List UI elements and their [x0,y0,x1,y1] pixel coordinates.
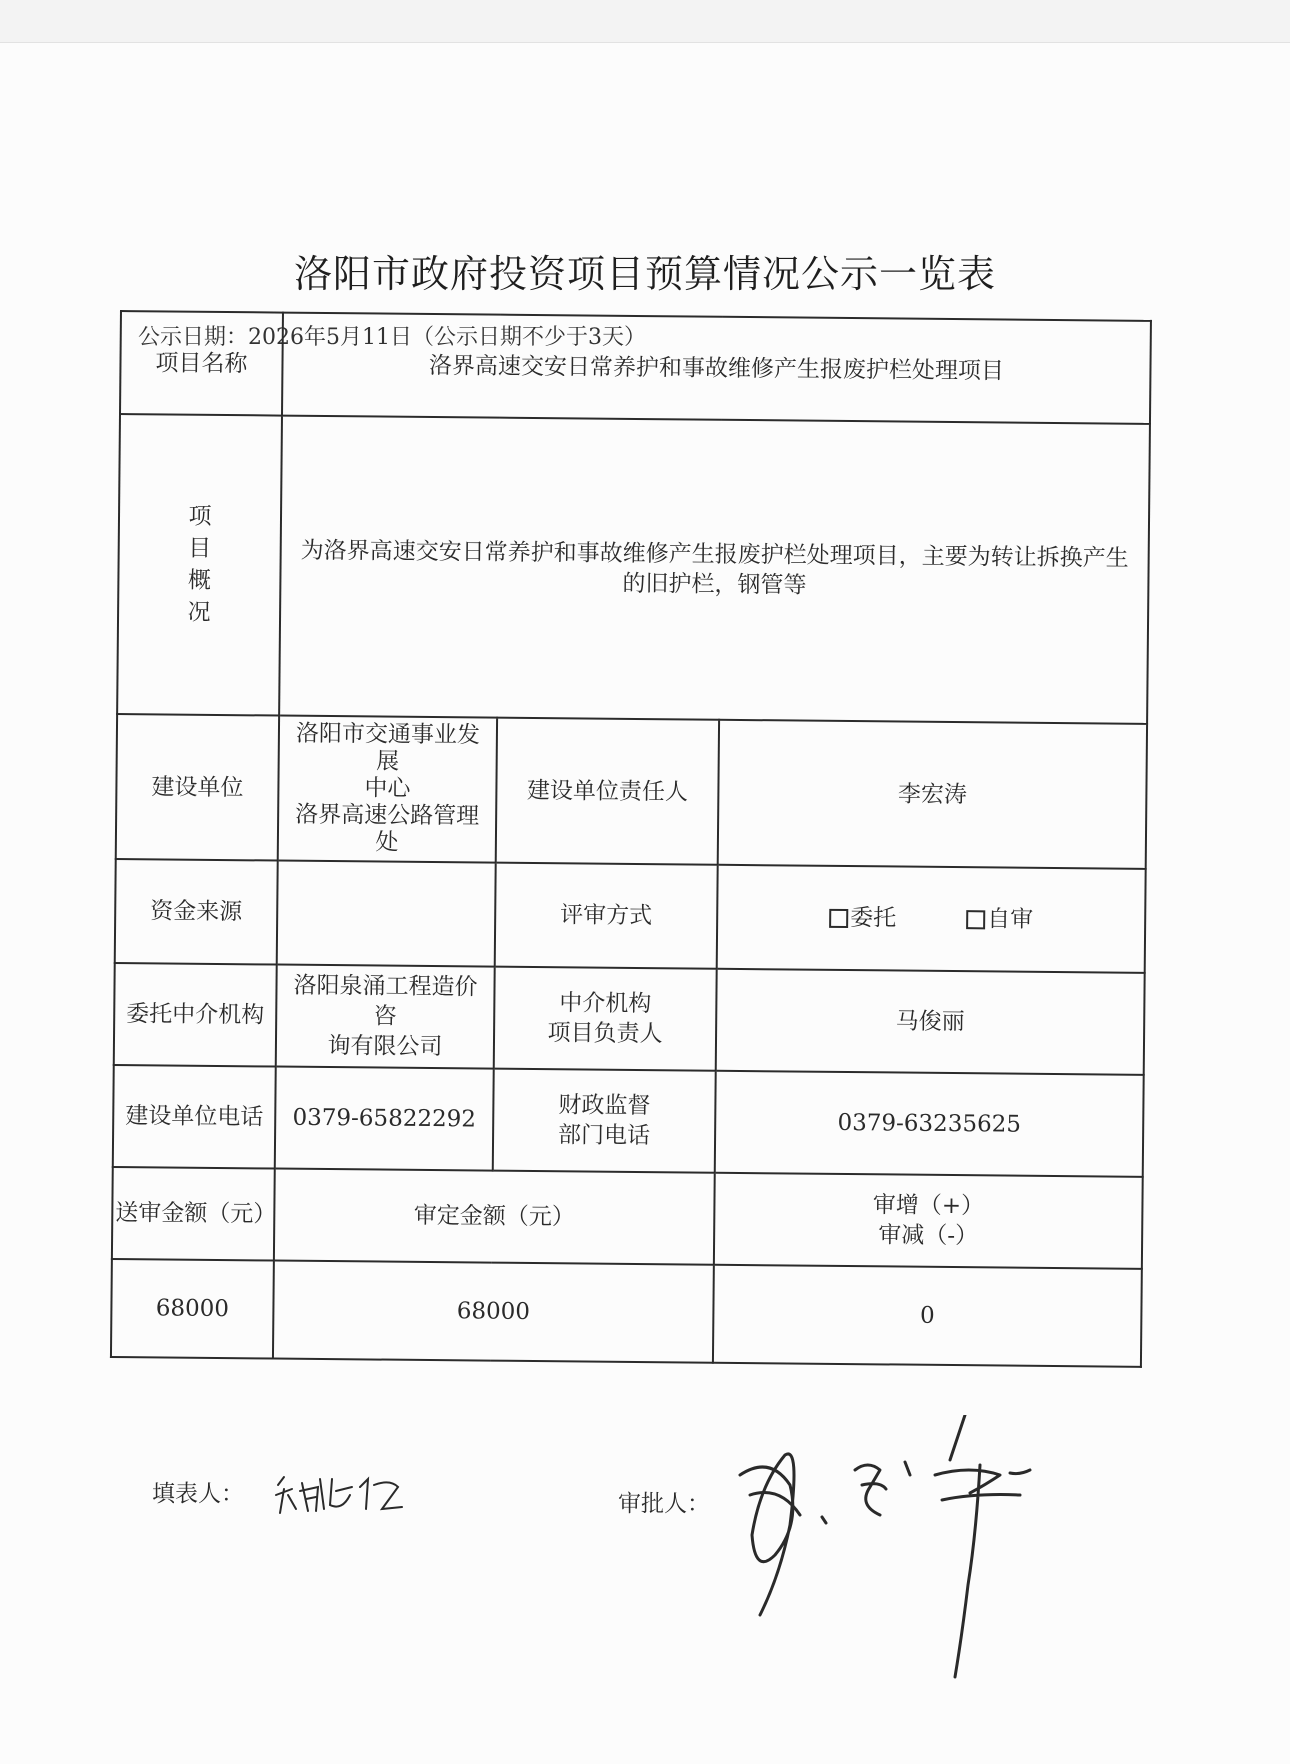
label-project-name: 项目名称 [120,311,283,416]
label-finance-phone [493,1069,716,1173]
value-submitted-amount: 68000 [111,1259,274,1359]
publish-date-line: 公示日期：2026年5月11日（公示日期不少于3天） [138,325,646,350]
checkbox-entrust-box [829,908,848,927]
value-agency [276,965,495,1069]
value-builder-line-3: 洛界高速公路管理处 [295,801,480,856]
document-title: 洛阳市政府投资项目预算情况公示一览表 [293,252,996,296]
checkbox-self-review-label: 自审 [987,906,1034,933]
label-approved-amount: 审定金额（元） [274,1169,715,1265]
value-agency-line-1: 洛阳泉涌工程造价咨 [293,972,478,1030]
budget-form [110,310,1150,1368]
row-project-name [120,311,1151,424]
value-approved-amount: 68000 [273,1261,714,1363]
label-agency: 委托中介机构 [114,963,277,1067]
label-overview [117,414,282,716]
row-funding [115,859,1146,973]
value-agency-lead: 马俊丽 [716,969,1145,1075]
label-submitted-amount: 送审金额（元） [112,1167,275,1261]
label-funding: 资金来源 [115,859,278,965]
row-builder [116,714,1147,869]
label-finance-phone-line-1: 财政监督 [558,1092,651,1120]
value-delta: 0 [713,1265,1142,1367]
label-overview-char-2: 目 [188,535,212,562]
value-builder-owner: 李宏涛 [718,720,1147,869]
review-method-options [717,865,1146,973]
row-amount-values [111,1259,1142,1367]
checkbox-self-review [966,904,1033,935]
filler-label: 填表人： [152,1481,244,1507]
value-overview: 为洛界高速交安日常养护和事故维修产生报废护栏处理项目，主要为转让拆换产生的旧护栏，钢管等 [279,416,1150,724]
label-overview-char-4: 况 [187,599,211,626]
label-agency-lead-line-1: 中介机构 [559,990,652,1018]
label-finance-phone-line-2: 部门电话 [557,1122,651,1150]
value-agency-line-2: 询有限公司 [327,1033,443,1061]
checkbox-entrust-label: 委托 [850,905,897,932]
row-overview [117,414,1150,724]
label-builder-phone: 建设单位电话 [113,1065,276,1169]
filler-signature [270,1465,410,1525]
checkbox-entrust [829,903,896,934]
label-delta-increase: 审增（+） [872,1192,985,1220]
value-project-name: 洛界高速交安日常养护和事故维修产生报废护栏处理项目 [282,313,1151,424]
value-builder [278,716,497,863]
label-agency-lead-line-2: 项目负责人 [547,1020,663,1048]
value-builder-line-1: 洛阳市交通事业发展 [295,720,481,775]
value-builder-phone: 0379-65822292 [275,1067,494,1171]
value-finance-phone: 0379-63235625 [715,1071,1144,1177]
label-builder-owner: 建设单位责任人 [496,718,719,865]
budget-table [110,310,1152,1368]
label-builder: 建设单位 [116,714,279,861]
value-builder-line-2: 中心 [364,775,411,802]
value-funding [277,861,496,967]
checkbox-self-review-box [966,910,985,929]
row-phone [113,1065,1144,1177]
approver-label: 审批人： [618,1491,710,1517]
row-amount-header [112,1167,1143,1269]
label-agency-lead [494,967,717,1071]
approver-signature [730,1415,1050,1685]
label-overview-char-1: 项 [188,503,212,530]
label-overview-char-3: 概 [187,567,212,594]
label-review-method: 评审方式 [495,863,718,969]
label-delta [714,1173,1143,1269]
label-delta-decrease: 审减（-） [878,1222,979,1250]
row-agency [114,963,1145,1075]
